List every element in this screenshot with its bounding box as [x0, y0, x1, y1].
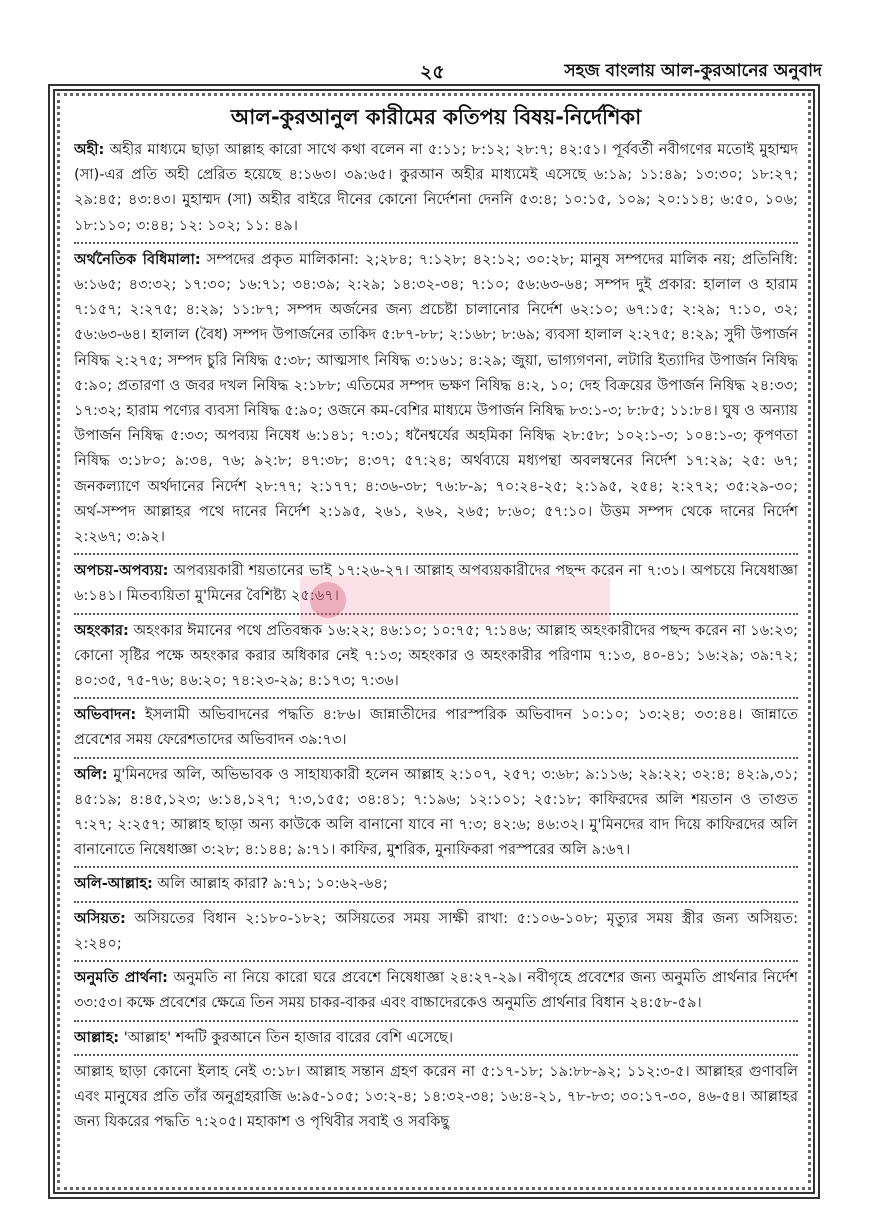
entry-text: আল্লাহ ছাড়া কোনো ইলাহ নেই ৩:১৮। আল্লাহ সন্তান গ্রহণ করেন না ৫:১৭-১৮; ১৯:৮৮-৯২; ১১২:৩-৫। আল্লাহর গুণাবলি এবং মানুষের প্রতি তাঁর অনুগ্রহরাজি ৬:৯৫-১০৫; ১৩:২-৪; ১৪:৩২-৩৪; ১৬:৪-২১, ৭৮-৮৩; ৩০:১৭-৩০, ৪৬-৫৪। আল্লাহর জন্য যিকরের পদ্ধতি ৭:২০৫। মহাকাশ ও পৃথিবীর সবাই ও সবকিছু: [74, 1062, 798, 1131]
index-entry-allah-continued: [74, 1054, 798, 1139]
entry-term: অসিয়ত:: [74, 909, 126, 927]
entry-text: অসিয়তের বিধান ২:১৮০-১৮২; অসিয়তের সময় সাক্ষী রাখা: ৫:১০৬-১০৮; মৃত্যুর সময় স্ত্রীর জন্য অসিয়ত: ২:২৪০;: [74, 909, 798, 952]
index-entry-ohi: [74, 134, 798, 242]
entry-term: আল্লাহ:: [74, 1028, 120, 1046]
page-number: ২৫: [420, 61, 445, 83]
index-entry-permission: [74, 960, 798, 1019]
index-content: [74, 100, 798, 1185]
entry-text: অনুমতি না নিয়ে কারো ঘরে প্রবেশে নিষেধাজ্ঞা ২৪:২৭-২৯। নবীগৃহে প্রবেশের জন্য অনুমতি প্রার্থনার নির্দেশ ৩৩:৫৩। কক্ষে প্রবেশের ক্ষেত্রে তিন সময় চাকর-বাকর এবং বাচ্চাদেরকেও অনুমতি প্রার্থনার বিধান ২৪:৫৮-৫৯।: [74, 969, 798, 1012]
running-title: সহজ বাংলায় আল-কুরআনের অনুবাদ: [564, 61, 822, 81]
section-title: আল-কুরআনুল কারীমের কতিপয় বিষয়-নির্দেশিকা: [230, 105, 642, 129]
index-entry-arrogance: [74, 613, 798, 698]
index-entry-will: [74, 901, 798, 960]
index-entry-economic-rules: [74, 242, 798, 553]
page-header: [0, 0, 870, 82]
entry-text: অহংকার ঈমানের পথে প্রতিবন্ধক ১৬:২২; ৪৬:১০; ১০:৭৫; ৭:১৪৬; আল্লাহ অহংকারীদের পছন্দ করেন না ১৬:২৩; কোনো সৃষ্টির পক্ষে অহংকার করার অধিকার নেই ৭:১৩; অহংকার ও অহংকারীর পরিণাম ৭:১৩, ৪০-৪১; ১৬:২৯; ৩৯:৭২; ৪০:৩৫, ৭৫-৭৬; ৪৬:২০; ৭৪:২৩-২৯; ৪:১৭৩; ৭:৩৬।: [74, 621, 798, 690]
entry-text: অলি আল্লাহ কারা? ৯:৭১; ১০:৬২-৬৪;: [152, 875, 388, 893]
index-entry-oli-allah: [74, 866, 798, 900]
entry-term: অলি:: [74, 765, 108, 783]
index-entry-greeting: [74, 697, 798, 756]
entry-term: অলি-আল্লাহ:: [74, 875, 153, 893]
entry-text: সম্পদের প্রকৃত মালিকানা: ২;২৮৪; ৭:১২৮; ৪২:১২; ৩০:২৮; মানুষ সম্পদের মালিক নয়; প্রতিনিধি: ৬:১৬৫; ৪৩:৩২; ১৭:৩০; ১৬:৭১; ৩৪:৩৯; ২:২৯; ১৪:৩২-৩৪; ৭:১০; ৫৬:৬৩-৬৪; সম্পদ দুই প্রকার: হালাল ও হারাম ৭:১৫৭; ২:২৭৫; ৪:২৯; ১১:৮৭; সম্পদ অর্জনের জন্য প্রচেষ্টা চালানোর নির্দেশ ৬২:১০; ৬৭:১৫; ২:২৯; ৭:১০, ৩২; ৫৬:৬৩-৬৪। হালাল (বৈধ) সম্পদ উপার্জনের তাকিদ ৫:৮৭-৮৮; ২:১৬৮; ৮:৬৯; ব্যবসা হালাল ২:২৭৫; ৪:২৯; সুদী উপার্জন নিষিদ্ধ ২:২৭৫; সম্পদ চুরি নিষিদ্ধ ৫:৩৮; আত্মসাৎ নিষিদ্ধ ৩:১৬১; ৪:২৯; জুয়া, ভাগ্যগণনা, লটারি ইত্যাদির উপার্জন নিষিদ্ধ ৫:৯০; প্রতারণা ও জবর দখল নিষিদ্ধ ২:১৮৮; এতিমের সম্পদ ভক্ষণ নিষিদ্ধ ৪:২, ১০; দেহ বিক্রয়ের উপার্জন নিষিদ্ধ ২৪:৩৩; ১৭:৩২; হারাম পণ্যের ব্যবসা নিষিদ্ধ ৫:৯০; ওজনে কম-বেশির মাধ্যমে উপার্জন নিষিদ্ধ ৮৩:১-৩; ৮:৮৫; ১১:৮৪। ঘুষ ও অন্যায় উপার্জন নিষিদ্ধ ৫:৩৩; অপব্যয় নিষেধ ৬:১৪১; ৭:৩১; ধনৈশ্বর্যের অহমিকা নিষিদ্ধ ২৮:৫৮; ১০২:১-৩; ১০৪:১-৩; কৃপণতা নিষিদ্ধ ৩:১৮০; ৯:৩৪, ৭৬; ৯২:৮; ৪৭:৩৮; ৪:৩৭; ৫৭:২৪; অর্থব্যয়ে মধ্যপন্থা অবলম্বনের নির্দেশ ১৭:২৯; ২৫: ৬৭; জনকল্যাণে অর্থদানের নির্দেশ ২৮:৭৭; ২:১৭৭; ৪:৩৬-৩৮; ৭৬:৮-৯; ৭০:২৪-২৫; ২:১৯৫, ২৫৪; ২:২৭২; ৩৫:২৯-৩০; অর্থ-সম্পদ আল্লাহর পথে দানের নির্দেশ ২:১৯৫, ২৬১, ২৬২, ২৬৫; ৮:৬০; ৫৭:১০। উত্তম সম্পদ থেকে দানের নির্দেশ ২:২৬৭; ৩:৯২।: [74, 250, 798, 546]
index-entry-allah: [74, 1020, 798, 1054]
entry-term: অপচয়-অপব্যয়:: [74, 562, 169, 580]
index-entry-waste: [74, 553, 798, 612]
entry-text: অহীর মাধ্যমে ছাড়া আল্লাহ কারো সাথে কথা বলেন না ৫:১১; ৮:১২; ২৮:৭; ৪২:৫১। পূর্ববর্তী নবীগণের মতোই মুহাম্মদ (সা)-এর প্রতি অহী প্রেরিত হয়েছে ৪:১৬৩। ৩৯:৬৫। কুরআন অহীর মাধ্যমেই এসেছে ৬:১৯; ১১:৪৯; ১৩:৩০; ১৮:২৭; ২৯:৪৫; ৪৩:৪৩। মুহাম্মদ (সা) অহীর বাইরে দীনের কোনো নির্দেশনা দেননি ৫৩:৪; ১০:১৫, ১০৯; ২০:১১৪; ৬:৫০, ১০৬; ১৮:১১০; ৩:৪৪; ১২: ১০২; ১১: ৪৯।: [74, 141, 798, 234]
entry-term: অহংকার:: [74, 621, 129, 639]
entry-text: ইসলামী অভিবাদনের পদ্ধতি ৪:৮৬। জান্নাতীদের পারস্পরিক অভিবাদন ১০:১০; ১৩:২৪; ৩৩:৪৪। জান্নাতে প্রবেশের সময় ফেরেশতাদের অভিবাদন ৩৯:৭৩।: [74, 706, 798, 749]
entry-text: 'আল্লাহ' শব্দটি কুরআনে তিন হাজার বারের বেশি এসেছে।: [119, 1028, 454, 1046]
entry-term: অনুমতি প্রার্থনা:: [74, 969, 168, 987]
entry-term: অহী:: [74, 141, 105, 158]
entry-text: অপব্যয়কারী শয়তানের ভাই ১৭:২৬-২৭। আল্লাহ অপব্যয়কারীদের পছন্দ করেন না ৭:৩১। অপচয়ে নিষেধাজ্ঞা ৬:১৪১। মিতব্যয়িতা মু'মিনের বৈশিষ্ট্য ২৫:৬৭।: [74, 562, 798, 605]
entry-term: অভিবাদন:: [74, 706, 137, 724]
index-entry-oli: [74, 757, 798, 867]
entry-term: অর্থনৈতিক বিধিমালা:: [74, 250, 201, 268]
entry-text: মু'মিনদের অলি, অভিভাবক ও সাহায্যকারী হলেন আল্লাহ ২:১০৭, ২৫৭; ৩:৬৮; ৯:১১৬; ২৯:২২; ৩২:৪; ৪২:৯,৩১; ৪৫:১৯; ৪:৪৫,১২৩; ৬:১৪,১২৭; ৭:৩,১৫৫; ৩৪:৪১; ৭:১৯৬; ১২:১০১; ২৫:১৮; কাফিরদের অলি শয়তান ও তাগুত ৭:২৭; ২:২৫৭; আল্লাহ ছাড়া অন্য কাউকে অলি বানানো যাবে না ৭:৩; ৪২:৬; ৪৬:৩২। মু'মিনদের বাদ দিয়ে কাফিরদের অলি বানানোতে নিষেধাজ্ঞা ৩:২৮; ৪:১৪৪; ৯:৭১। কাফির, মুশরিক, মুনাফিকরা পরস্পরের অলি ৯:৬৭।: [74, 765, 798, 859]
